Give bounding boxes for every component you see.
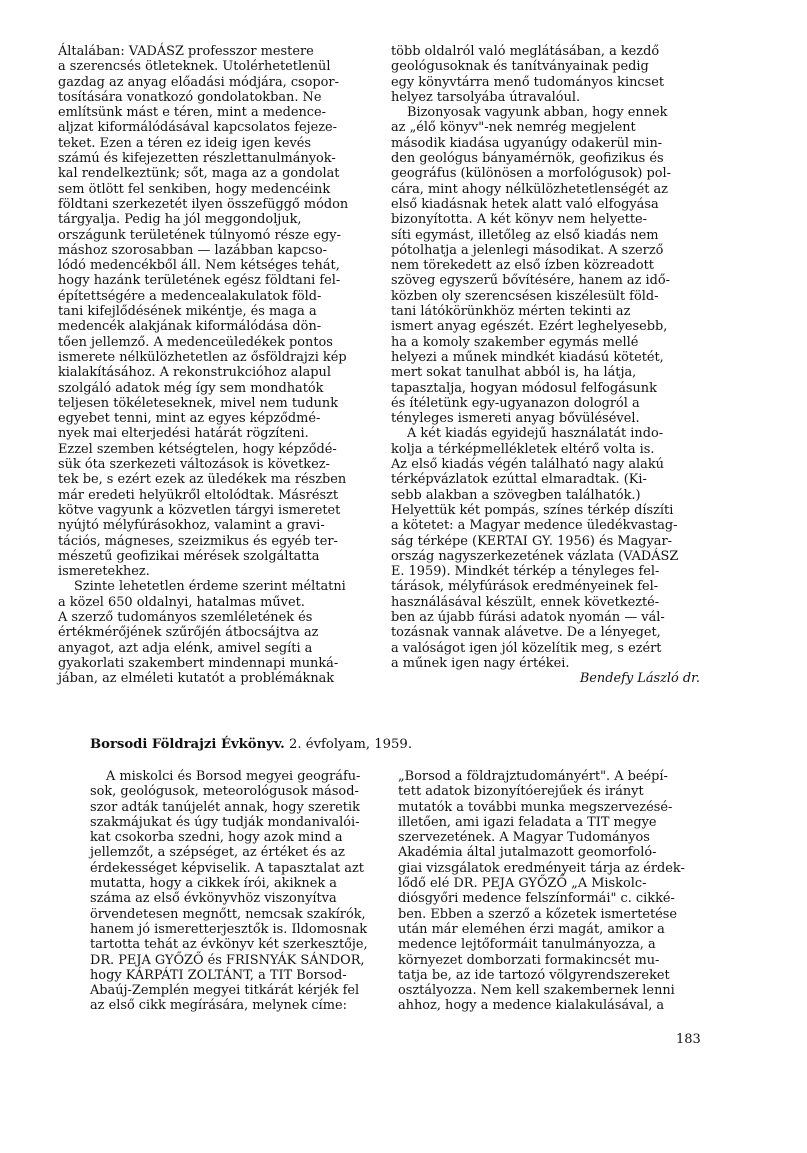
text-line: ben az újabb fúrási adatok nyomán — vál-	[391, 609, 665, 625]
text-line: szöveg egyszerű bővítésére, hanem az idő-	[391, 273, 670, 289]
text-line: a valóságot igen jól közelítik meg, s ezért	[391, 640, 662, 656]
text-line: tációs, mágneses, szeizmikus és egyéb ter-	[58, 533, 338, 549]
text-line: jellemzőt, a szépséget, az értéket és az	[90, 845, 345, 861]
text-line: mutatta, hogy a cikkek írói, akiknek a	[90, 876, 337, 892]
text-line: kal rendelkeztünk; sőt, maga az a gondolat	[58, 166, 340, 182]
text-line: hanem jó ismeretterjesztők is. Ildomosnak	[90, 921, 368, 937]
text-line: den geológus bányamérnök, geofizikus és	[391, 151, 664, 167]
text-line: ismerete nélkülözhetetlen az ősföldrajzi kép	[58, 349, 347, 365]
text-line: érdekességet képviselik. A tapasztalat azt	[90, 860, 364, 876]
text-line: örvendetesen megnőtt, nemcsak szakírók,	[90, 906, 366, 922]
text-line: geográfus (különösen a morfológusok) pol-	[391, 166, 671, 182]
text-line: kötve vagyunk a közvetlen tárgyi ismeretet	[58, 502, 341, 518]
text-line: tani kifejlődésének mikéntje, és maga a	[58, 304, 317, 320]
text-line: Helyettük két pompás, színes térkép díszíti	[391, 502, 674, 518]
text-line: ismeretekhez.	[58, 564, 150, 580]
text-line: tosítására vonatkozó gondolatokban. Ne	[58, 89, 322, 105]
text-line: ország nagyszerkezetének vázlata (VADÁSZ	[391, 548, 679, 564]
text-line: lődő elé DR. PEJA GYŐZŐ „A Miskolc-	[398, 876, 647, 892]
text-line: pótolhatja a jelenlegi másodikat. A szerző	[391, 242, 664, 258]
text-line: tek be, s ezért ezek az üledékek ma részben	[58, 472, 347, 488]
section-column-right	[398, 769, 699, 1014]
text-line: és ítéletünk egy-ugyanazon dologról a	[391, 395, 640, 411]
text-line: medence lejtőformáit tanulmányozza, a	[398, 937, 656, 953]
text-line: mutatók a további munka megszervezésé-	[398, 799, 673, 815]
text-line: kialakításához. A rekonstrukcióhoz alapul	[58, 365, 331, 381]
text-line: illetően, ami igazi feladata a TIT megye	[398, 814, 657, 830]
text-line: tárások, mélyfúrások eredményeinek fel-	[391, 579, 659, 595]
text-line: sük óta szerkezeti változások is következ-	[58, 457, 330, 473]
text-line: használásával készült, ennek következté-	[391, 594, 660, 610]
text-line: tően jellemző. A medenceüledékek pontos	[58, 334, 333, 350]
text-line: ismert anyag egészét. Ezért leghelyesebb,	[391, 319, 668, 335]
text-line: az első cikk megírására, melynek címe:	[90, 998, 347, 1014]
text-line: tozásnak vannak alávetve. De a lényeget,	[391, 625, 661, 641]
text-line: teket. Ezen a téren ez ideig igen kevés	[58, 135, 311, 151]
text-line: lódó medencékből áll. Nem kétséges tehát,	[58, 258, 340, 274]
text-line: bizonyította. A két könyv nem helyette-	[391, 212, 648, 228]
text-line: tapasztalja, hogyan módosul felfogásunk	[391, 380, 657, 396]
text-line: ság térképe (KERTAI GY. 1956) és Magyar-	[391, 533, 672, 549]
text-line: földtani szerkezetét ilyen összefüggő módon	[58, 196, 349, 212]
text-line: tett adatok bizonyítóerejűek és irányt	[398, 784, 644, 800]
review-signature: Bendefy László dr.	[579, 671, 700, 687]
text-line: említsünk mást e téren, mint a medence-	[58, 105, 326, 121]
text-line: környezet domborzati formakincsét mu-	[398, 952, 660, 968]
text-line: szor adták tanújelét annak, hogy szeretik	[90, 799, 360, 815]
section-column-left	[90, 769, 377, 1014]
text-line: gazdag az anyag előadási módjára, csopor-	[58, 74, 339, 90]
section-heading-title: Borsodi Földrajzi Évkönyv.	[90, 737, 285, 752]
text-line: száma az első évkönyvhöz viszonyítva	[90, 891, 337, 907]
text-line: közben oly szerencsésen kiszélesült föld-	[391, 288, 659, 304]
text-line: tani látókörünkhöz mérten tekinti az	[391, 304, 631, 320]
text-line: sok, geológusok, meteorológusok másod-	[90, 784, 359, 800]
text-line: giai vizsgálatok eredményeit tárja az érdek-	[398, 860, 685, 876]
text-line: a műnek igen nagy értékei.	[391, 655, 570, 671]
text-line: diósgyőri medence felszínformái" c. cikké-	[398, 891, 675, 907]
text-line: a szerencsés ötleteknek. Utolérhetetlenül	[58, 59, 331, 75]
text-line: osztályozza. Nem kell szakembernek lenni	[398, 983, 675, 999]
text-line: tárgyalja. Pedig ha jól meggondoljuk,	[58, 212, 302, 228]
text-line: Ezzel szemben kétségtelen, hogy képződé-	[58, 441, 337, 457]
text-line: ahhoz, hogy a medence kialakulásával, a	[398, 998, 665, 1014]
text-line: mészetű geofizikai mérések szolgáltatta	[58, 548, 320, 564]
text-line: az „élő könyv"-nek nemrég megjelent	[391, 120, 636, 136]
text-line: helyez tarsolyába útravalóul.	[391, 89, 581, 105]
text-line: sem ötlött fel senkiben, hogy medencéink	[58, 181, 331, 197]
text-line: térképvázlatok ezúttal elmaradtak. (Ki-	[391, 472, 647, 488]
text-line: gyakorlati szakembert mindennapi munká-	[58, 655, 339, 671]
text-line: teljesen tökéleteseknek, mivel nem tudunk	[58, 395, 339, 411]
text-line: szervezetének. A Magyar Tudományos	[398, 830, 650, 846]
text-line: Általában: VADÁSZ professzor mestere	[58, 44, 314, 59]
text-line: országunk területének túlnyomó része egy-	[58, 227, 341, 243]
section-heading	[90, 737, 412, 752]
text-line: egyebet tenni, mint az egyes képződmé-	[58, 411, 321, 427]
text-line: tényleges ismereti anyag bővülésével.	[391, 411, 640, 427]
text-line: építettségére a medencealakulatok föld-	[58, 288, 322, 304]
text-line: szakmájukat és úgy tudják mondanivalói-	[90, 814, 360, 830]
text-line: nem törekedett az első ízben közreadott	[391, 258, 654, 274]
text-line: a kötetet: a Magyar medence üledékvastag-	[391, 518, 678, 534]
text-line: kolja a térképmellékletek eltérő volta is.	[391, 441, 655, 457]
text-line: sebb alakban a szövegben találhatók.)	[391, 487, 641, 503]
text-line: egy könyvtárra menő tudományos kincset	[391, 74, 665, 90]
text-line: jában, az elméleti kutatót a problémáknak	[58, 671, 335, 687]
text-line: számú és kifejezetten részlettanulmányok-	[58, 151, 336, 167]
text-line: geológusoknak és tanítványainak pedig	[391, 59, 649, 75]
text-line: síti egymást, illetőleg az első kiadás nem	[391, 227, 659, 243]
text-line: „Borsod a földrajztudományért". A beépí-	[398, 769, 668, 784]
text-line: E. 1959). Mindkét térkép a tényleges fel-	[391, 564, 660, 580]
text-line: nyújtó mélyfúrásokhoz, valamint a gravi-	[58, 518, 325, 534]
text-line: már eredeti helyükről eltolódtak. Másrészt	[58, 487, 339, 503]
text-line: DR. PEJA GYŐZŐ és FRISNYÁK SÁNDOR,	[90, 952, 365, 968]
text-line: A szerző tudományos szemléletének és	[58, 609, 313, 625]
text-line: hogy KÁRPÁTI ZOLTÁNT, a TIT Borsod-	[90, 967, 347, 983]
text-line: ben. Ebben a szerző a kőzetek ismertetése	[398, 906, 678, 922]
text-line: értékmérőjének szűrőjén átbocsájtva az	[58, 625, 319, 641]
page-number: 183	[676, 1032, 701, 1047]
text-line: ha a komoly szakember egymás mellé	[391, 334, 639, 350]
text-line: helyezi a műnek mindkét kiadású kötetét,	[391, 349, 664, 365]
text-line: tartotta tehát az évkönyv két szerkesztője,	[90, 937, 368, 953]
text-line: tatja be, az ide tartozó völgyrendszereket	[398, 967, 670, 983]
text-line: anyagot, azt adja elénk, amivel segíti a	[58, 640, 313, 656]
text-line: kat csokorba szedni, hogy azok mind a	[90, 830, 343, 846]
text-line: máshoz szorosabban — lazábban kapcso-	[58, 242, 328, 258]
section-heading-details: 2. évfolyam, 1959.	[288, 737, 413, 752]
text-line: szolgáló adatok még így sem mondhatók	[58, 380, 324, 396]
text-line: Szinte lehetetlen érdeme szerint méltatni	[74, 579, 346, 595]
text-line: hogy hazánk területének egész földtani fel-	[58, 273, 341, 289]
text-line: A miskolci és Borsod megyei geográfu-	[106, 769, 361, 784]
text-line: a közel 650 oldalnyi, hatalmas művet.	[58, 594, 305, 610]
text-line: több oldalról való meglátásában, a kezdő	[391, 44, 660, 59]
text-line: nyek mai elterjedési határát rögzíteni.	[58, 426, 309, 442]
text-line: Bizonyosak vagyunk abban, hogy ennek	[407, 105, 668, 121]
text-line: Akadémia által jutalmazott geomorfoló-	[398, 845, 657, 861]
review-column-right	[391, 44, 700, 686]
text-line: első kiadásnak hetek alatt való elfogyása	[391, 196, 659, 212]
text-line: után már eleméhen érzi magát, amikor a	[398, 921, 665, 937]
text-line: A két kiadás egyidejű használatát indo-	[407, 426, 664, 442]
text-line: aljzat kiformálódásával kapcsolatos fejeze-	[58, 120, 338, 136]
text-line: Az első kiadás végén található nagy alakú	[391, 457, 664, 473]
text-line: medencék alakjának kiformálódása dön-	[58, 319, 322, 335]
text-line: Abaúj-Zemplén megyei titkárát kérjék fel	[90, 983, 360, 999]
text-line: cára, mint ahogy nélkülözhetetlenségét az	[391, 181, 668, 197]
text-line: második kiadása ugyanúgy odakerül min-	[391, 135, 663, 151]
text-line: mert sokat tanulhat abból is, ha látja,	[391, 365, 637, 381]
review-column-left	[58, 44, 366, 686]
